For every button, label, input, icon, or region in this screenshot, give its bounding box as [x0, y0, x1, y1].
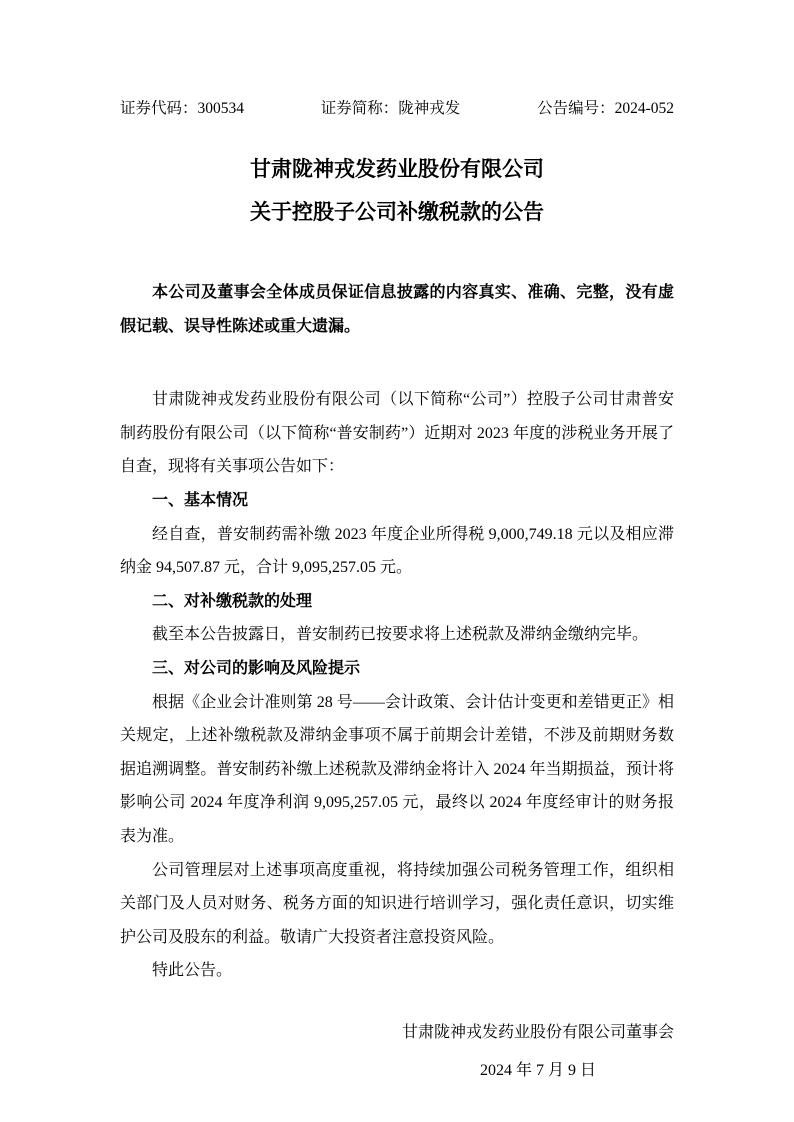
intro-paragraph: 甘肃陇神戎发药业股份有限公司（以下简称“公司”）控股子公司甘肃普安制药股份有限公司（以下简称“普安制药”）近期对 2023 年度的涉税业务开展了自查，现将有关事项公告如下：	[120, 391, 674, 476]
signature-date: 2024 年 7 月 9 日	[479, 1062, 596, 1080]
board-statement: 本公司及董事会全体成员保证信息披露的内容真实、准确、完整，没有虚假记载、误导性陈述或重大遗漏。	[120, 284, 674, 335]
section3-heading: 三、对公司的影响及风险提示	[152, 660, 361, 678]
stock-code: 证券代码：300534	[120, 100, 245, 117]
section3-body-2: 公司管理层对上述事项高度重视，将持续加强公司税务管理工作，组织相关部门及人员对财务、税务方面的知识进行培训学习，强化责任意识，切实维护公司及股东的利益。敬请广大投资者注意投资风险。	[120, 861, 674, 946]
section2-heading: 二、对补缴税款的处理	[152, 592, 313, 610]
signature-company: 甘肃陇神戎发药业股份有限公司董事会	[401, 1023, 674, 1041]
section1-body: 经自查，普安制药需补缴 2023 年度企业所得税 9,000,749.18 元以及相应滞纳金 94,507.87 元，合计 9,095,257.05 元。	[120, 525, 674, 577]
announcement-number: 公告编号：2024-052	[537, 100, 674, 117]
section3-body-1: 根据《企业会计准则第 28 号——会计政策、会计估计变更和差错更正》相关规定，上述补缴税款及滞纳金事项不属于前期会计差错，不涉及前期财务数据追溯调整。普安制药补缴上述税款及滞纳金将计入 2024 年当期损益，预计将影响公司 2024 年度净利润 9,095,257.05 元，最终以 2024 年度经审计的财务报表为准。	[120, 693, 674, 845]
closing-line: 特此公告。	[152, 962, 233, 980]
security-info-header	[120, 96, 674, 118]
signature-block	[120, 1014, 674, 1091]
section1-heading: 一、基本情况	[152, 492, 249, 510]
document-title	[120, 148, 674, 234]
section2-body: 截至本公告披露日，普安制药已按要求将上述税款及滞纳金缴纳完毕。	[152, 626, 649, 644]
document-title-line2: 关于控股子公司补缴税款的公告	[250, 200, 544, 225]
stock-name: 证券简称：陇神戎发	[320, 100, 461, 117]
document-title-line1: 甘肃陇神戎发药业股份有限公司	[250, 157, 544, 181]
